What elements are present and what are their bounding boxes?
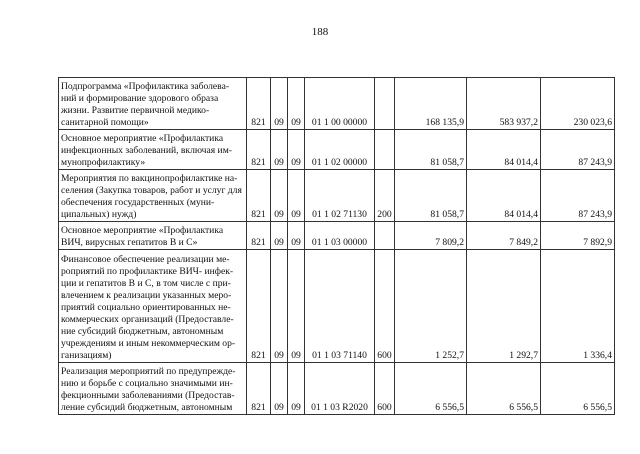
year3-amount-cell: 6 556,5: [541, 363, 615, 415]
section-cell: 09: [271, 170, 288, 222]
year3-amount-cell: 1 336,4: [541, 250, 615, 363]
year1-amount-cell: 7 809,2: [395, 222, 467, 250]
expense-type-cell: 600: [375, 250, 395, 363]
year1-amount-cell: 81 058,7: [395, 170, 467, 222]
section-cell: 09: [271, 250, 288, 363]
year3-amount-cell: 230 023,6: [541, 78, 615, 130]
row-name-cell: Мероприятия по вакцинопрофилактике на-селения (Закупка товаров, работ и услуг для обеспечения государственных (муни-ципальных) нужд): [59, 170, 247, 222]
year2-amount-cell: 84 014,4: [467, 130, 541, 170]
subsection-cell: 09: [288, 363, 305, 415]
year2-amount-cell: 7 849,2: [467, 222, 541, 250]
expense-type-cell: [375, 130, 395, 170]
year3-amount-cell: 7 892,9: [541, 222, 615, 250]
subsection-cell: 09: [288, 170, 305, 222]
year3-amount-cell: 87 243,9: [541, 170, 615, 222]
year1-amount-cell: 6 556,5: [395, 363, 467, 415]
grbs-cell: 821: [247, 222, 271, 250]
row-name-cell: Подпрограмма «Профилактика заболева-ний и формирование здорового образа жизни. Развитие первичной медико-санитарной помощи»: [59, 78, 247, 130]
subsection-cell: 09: [288, 78, 305, 130]
year1-amount-cell: 168 135,9: [395, 78, 467, 130]
target-article-cell: 01 1 00 00000: [305, 78, 375, 130]
year1-amount-cell: 81 058,7: [395, 130, 467, 170]
section-cell: 09: [271, 78, 288, 130]
target-article-cell: 01 1 02 00000: [305, 130, 375, 170]
expense-type-cell: 600: [375, 363, 395, 415]
year2-amount-cell: 84 014,4: [467, 170, 541, 222]
year2-amount-cell: 6 556,5: [467, 363, 541, 415]
target-article-cell: 01 1 02 71130: [305, 170, 375, 222]
grbs-cell: 821: [247, 363, 271, 415]
target-article-cell: 01 1 03 00000: [305, 222, 375, 250]
grbs-cell: 821: [247, 250, 271, 363]
subsection-cell: 09: [288, 250, 305, 363]
row-name-cell: Основное мероприятие «Профилактика ВИЧ, вирусных гепатитов В и С»: [59, 222, 247, 250]
table-row: [59, 250, 615, 363]
year1-amount-cell: 1 252,7: [395, 250, 467, 363]
grbs-cell: 821: [247, 78, 271, 130]
grbs-cell: 821: [247, 130, 271, 170]
section-cell: 09: [271, 363, 288, 415]
target-article-cell: 01 1 03 R2020: [305, 363, 375, 415]
row-name-cell: Финансовое обеспечение реализации ме-роприятий по профилактике ВИЧ- инфек-ции и гепатитов В и С, в том числе с при-влечением к реализации указанных меро-приятий социально ориентированных не-коммерческих организаций (Предоставле-ние субсидий бюджетным, автономным учреждениям и иным некоммерческим ор-ганизациям): [59, 250, 247, 363]
subsection-cell: 09: [288, 222, 305, 250]
year3-amount-cell: 87 243,9: [541, 130, 615, 170]
subsection-cell: 09: [288, 130, 305, 170]
table-row: [59, 170, 615, 222]
expense-type-cell: [375, 222, 395, 250]
section-cell: 09: [271, 130, 288, 170]
target-article-cell: 01 1 03 71140: [305, 250, 375, 363]
table-row: [59, 363, 615, 415]
table-row: [59, 130, 615, 170]
section-cell: 09: [271, 222, 288, 250]
table-row: [59, 222, 615, 250]
row-name-cell: Основное мероприятие «Профилактика инфекционных заболеваний, включая им-мунопрофилактику»: [59, 130, 247, 170]
table-row: [59, 78, 615, 130]
grbs-cell: 821: [247, 170, 271, 222]
expense-type-cell: [375, 78, 395, 130]
budget-table: [58, 77, 615, 415]
row-name-cell: Реализация мероприятий по предупрежде-нию и борьбе с социально значимыми ин-фекционными заболеваниями (Предостав-ление субсидий бюджетным, автономным: [59, 363, 247, 415]
year2-amount-cell: 583 937,2: [467, 78, 541, 130]
page-number: 188: [311, 26, 329, 38]
year2-amount-cell: 1 292,7: [467, 250, 541, 363]
expense-type-cell: 200: [375, 170, 395, 222]
